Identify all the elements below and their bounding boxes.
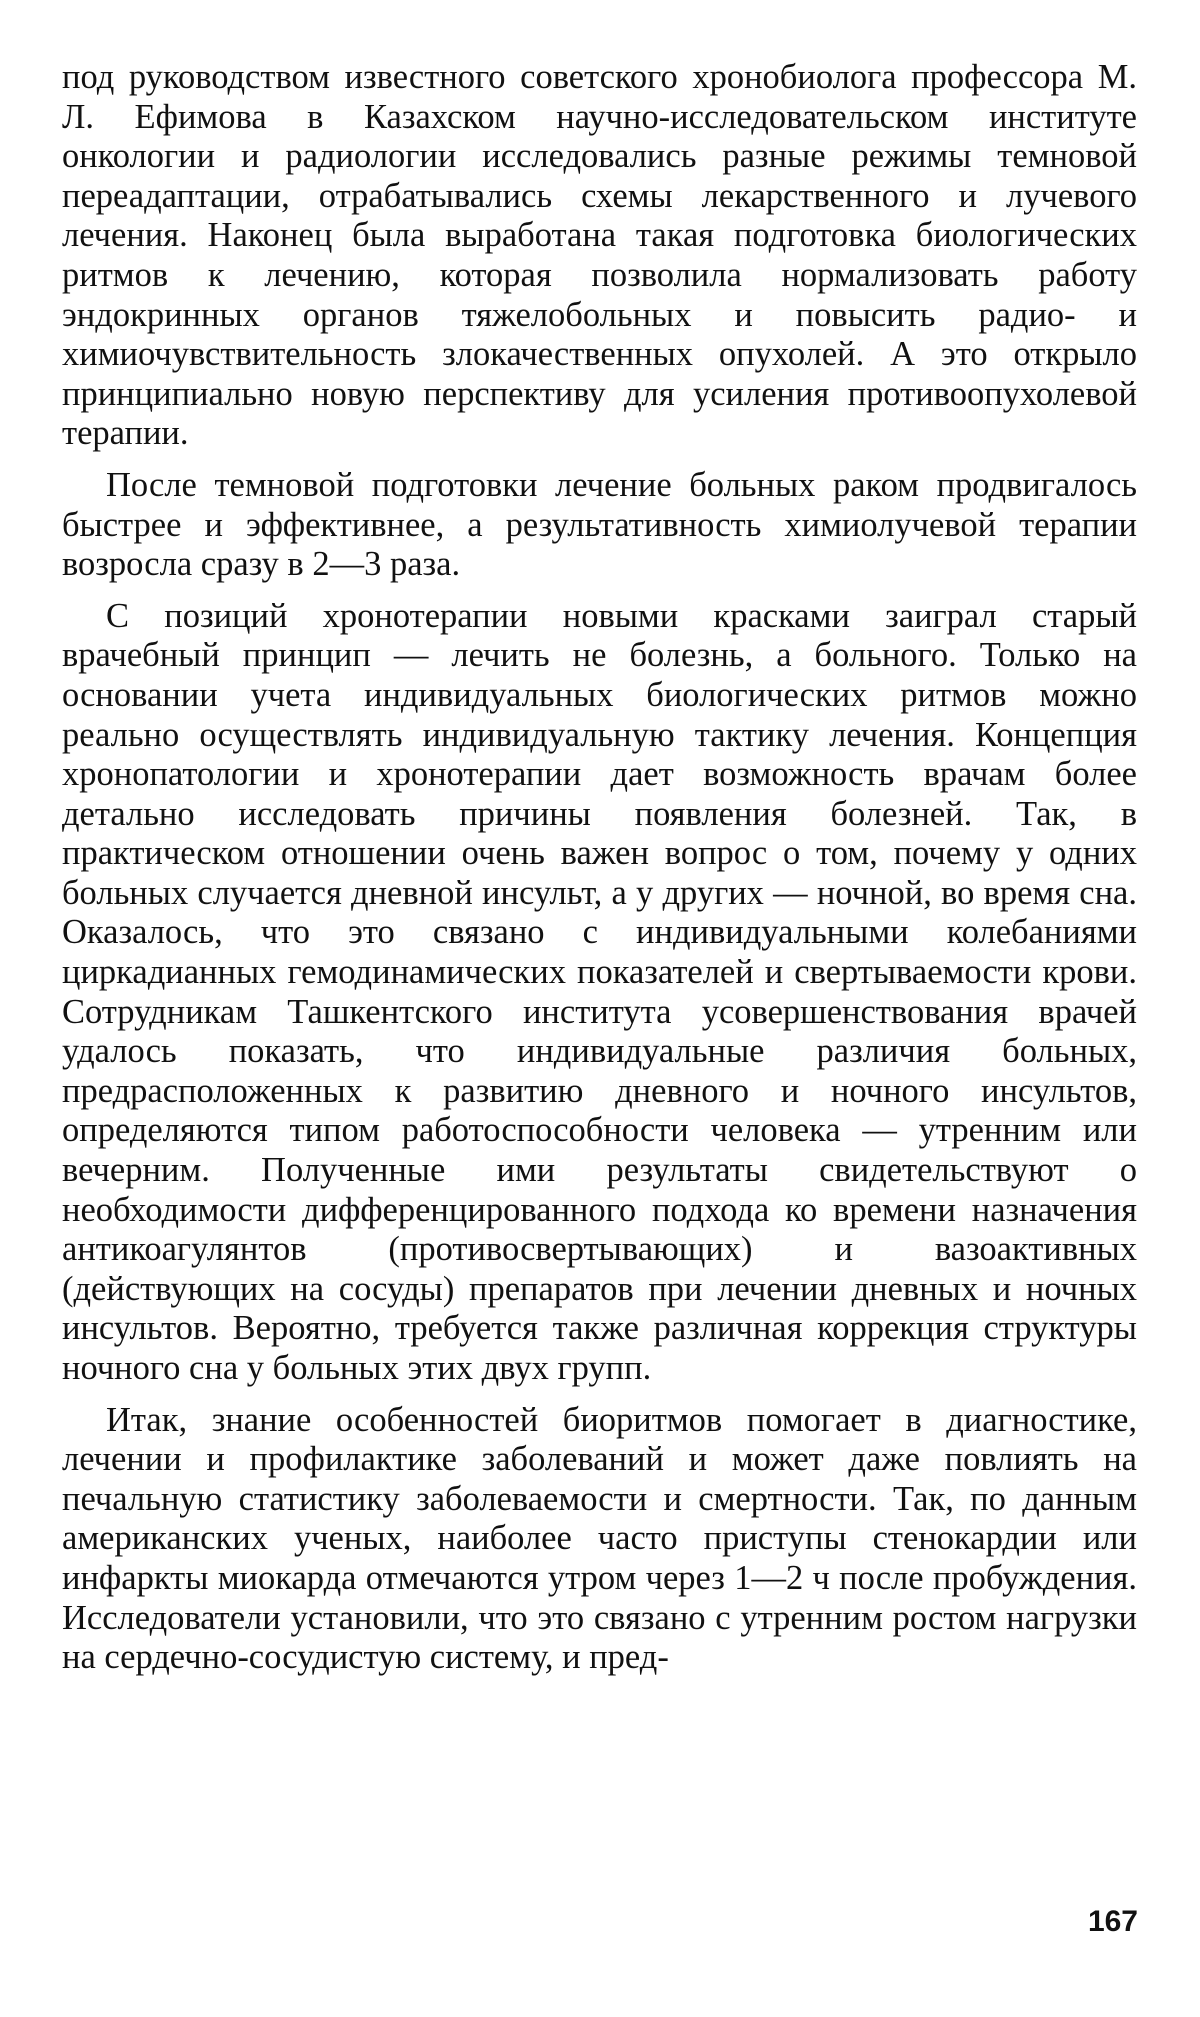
page-number: 167: [1087, 1905, 1138, 1938]
paragraph-4: Итак, знание особенностей биоритмов помогает в диагностике, лечении и профилактике заболеваний и может даже повлиять на печальную статистику заболеваемости и смертности. Так, по данным американских ученых, наиболее часто приступы стенокардии или инфаркты миокарда отмечаются утром через 1—2 ч после пробуждения. Исследователи установили, что это связано с утренним ростом нагрузки на сердечно-сосудистую систему, и пред-: [62, 1400, 1137, 1677]
paragraph-1: под руководством известного советского хронобиолога профессора М. Л. Ефимова в Казахском научно-исследовательском институте онкологии и радиологии исследовались разные режимы темновой переадаптации, отрабатывались схемы лекарственного и лучевого лечения. Наконец была выработана такая подготовка биологических ритмов к лечению, которая позволила нормализовать работу эндокринных органов тяжелобольных и повысить радио- и химиочувствительность злокачественных опухолей. А это открыло принципиально новую перспективу для усиления противоопухолевой терапии.: [62, 58, 1137, 453]
page-body: [62, 58, 1137, 1690]
paragraph-3: С позиций хронотерапии новыми красками заиграл старый врачебный принцип — лечить не болезнь, а больного. Только на основании учета индивидуальных биологических ритмов можно реально осуществлять индивидуальную тактику лечения. Концепция хронопатологии и хронотерапии дает возможность врачам более детально исследовать причины появления болезней. Так, в практическом отношении очень важен вопрос о том, почему у одних больных случается дневной инсульт, а у других — ночной, во время сна. Оказалось, что это связано с индивидуальными колебаниями циркадианных гемодинамических показателей и свертываемости крови. Сотрудникам Ташкентского института усовершенствования врачей удалось показать, что индивидуальные различия больных, предрасположенных к развитию дневного и ночного инсультов, определяются типом работоспособности человека — утренним или вечерним. Полученные ими результаты свидетельствуют о необходимости дифференцированного подхода ко времени назначения антикоагулянтов (противосвертывающих) и вазоактивных (действующих на сосуды) препаратов при лечении дневных и ночных инсультов. Вероятно, требуется также различная коррекция структуры ночного сна у больных этих двух групп.: [62, 596, 1137, 1387]
paragraph-2: После темновой подготовки лечение больных раком продвигалось быстрее и эффективнее, а результативность химиолучевой терапии возросла сразу в 2—3 раза.: [62, 465, 1137, 584]
